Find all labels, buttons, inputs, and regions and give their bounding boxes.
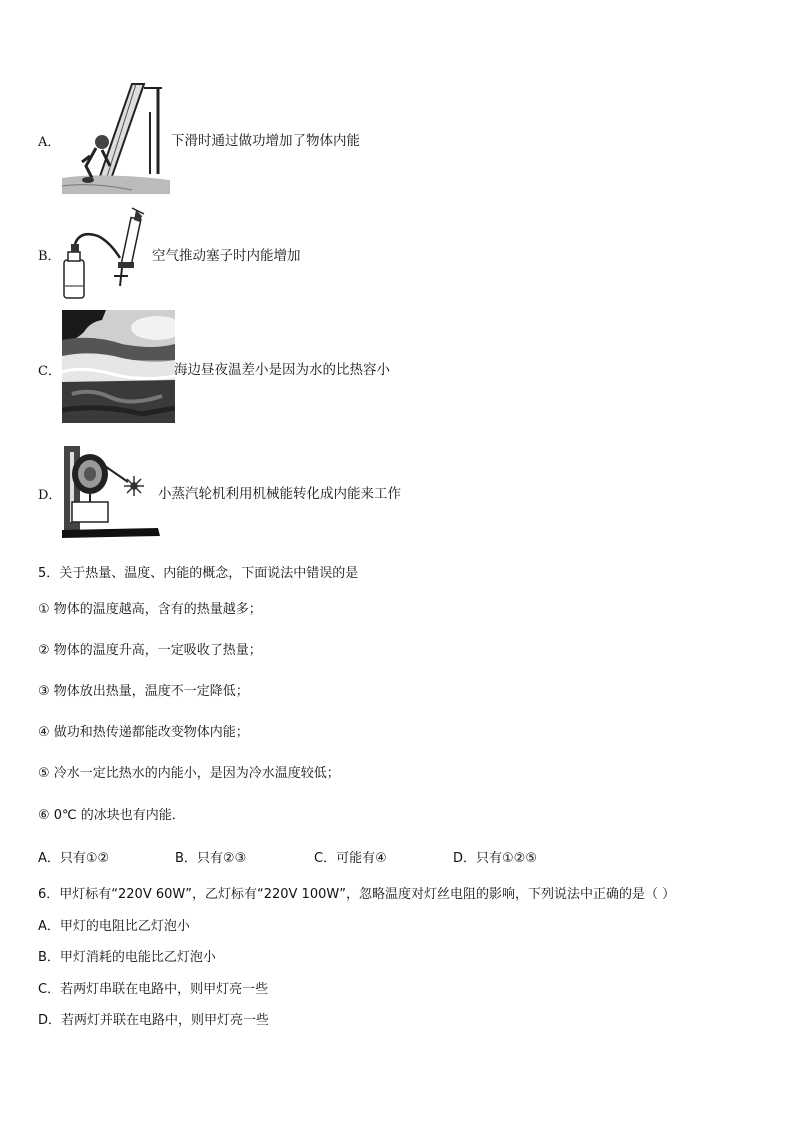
option-a-label: A． [38,135,61,150]
q6-choice-c: C．若两灯串联在电路中，则甲灯亮一些 [38,982,269,997]
q6-choice-d: D．若两灯并联在电路中，则甲灯亮一些 [38,1013,270,1028]
steam-turbine-apparatus [62,436,162,540]
option-a-text: 下滑时通过做功增加了物体内能 [171,133,360,149]
slide-picture [62,82,170,194]
q5-choice-d: D．只有①②⑤ [453,851,537,866]
air-pump-bottle-apparatus [62,206,156,302]
statement-2: ② 物体的温度升高，一定吸收了热量； [38,643,262,658]
option-b-label: B． [38,249,61,264]
statement-5: ⑤ 冷水一定比热水的内能小，是因为冷水温度较低； [38,766,340,781]
q5-choice-b: B．只有②③ [175,851,247,866]
question-5-stem: 5．关于热量、温度、内能的概念，下面说法中错误的是 [38,566,359,581]
q6-choice-a: A．甲灯的电阻比乙灯泡小 [38,919,190,934]
option-c-text: 海边昼夜温差小是因为水的比热容小 [174,362,390,378]
q5-choice-a: A．只有①② [38,851,110,866]
statement-6: ⑥ 0℃ 的冰块也有内能． [38,808,185,823]
statement-4: ④ 做功和热传递都能改变物体内能； [38,725,249,740]
option-b-text: 空气推动塞子时内能增加 [152,248,301,264]
option-d-label: D． [38,488,62,503]
seaside-photo [62,310,175,423]
q5-choice-c: C．可能有④ [314,851,387,866]
option-d-text: 小蒸汽轮机利用机械能转化成内能来工作 [158,486,401,502]
question-6-stem: 6．甲灯标有“220V 60W”，乙灯标有“220V 100W”，忽略温度对灯丝电阻的影响，下列说法中正确的是（ ） [38,887,676,902]
statement-3: ③ 物体放出热量，温度不一定降低； [38,684,249,699]
option-c-label: C． [38,364,61,379]
q6-choice-b: B．甲灯消耗的电能比乙灯泡小 [38,950,216,965]
statement-1: ① 物体的温度越高，含有的热量越多； [38,602,262,617]
